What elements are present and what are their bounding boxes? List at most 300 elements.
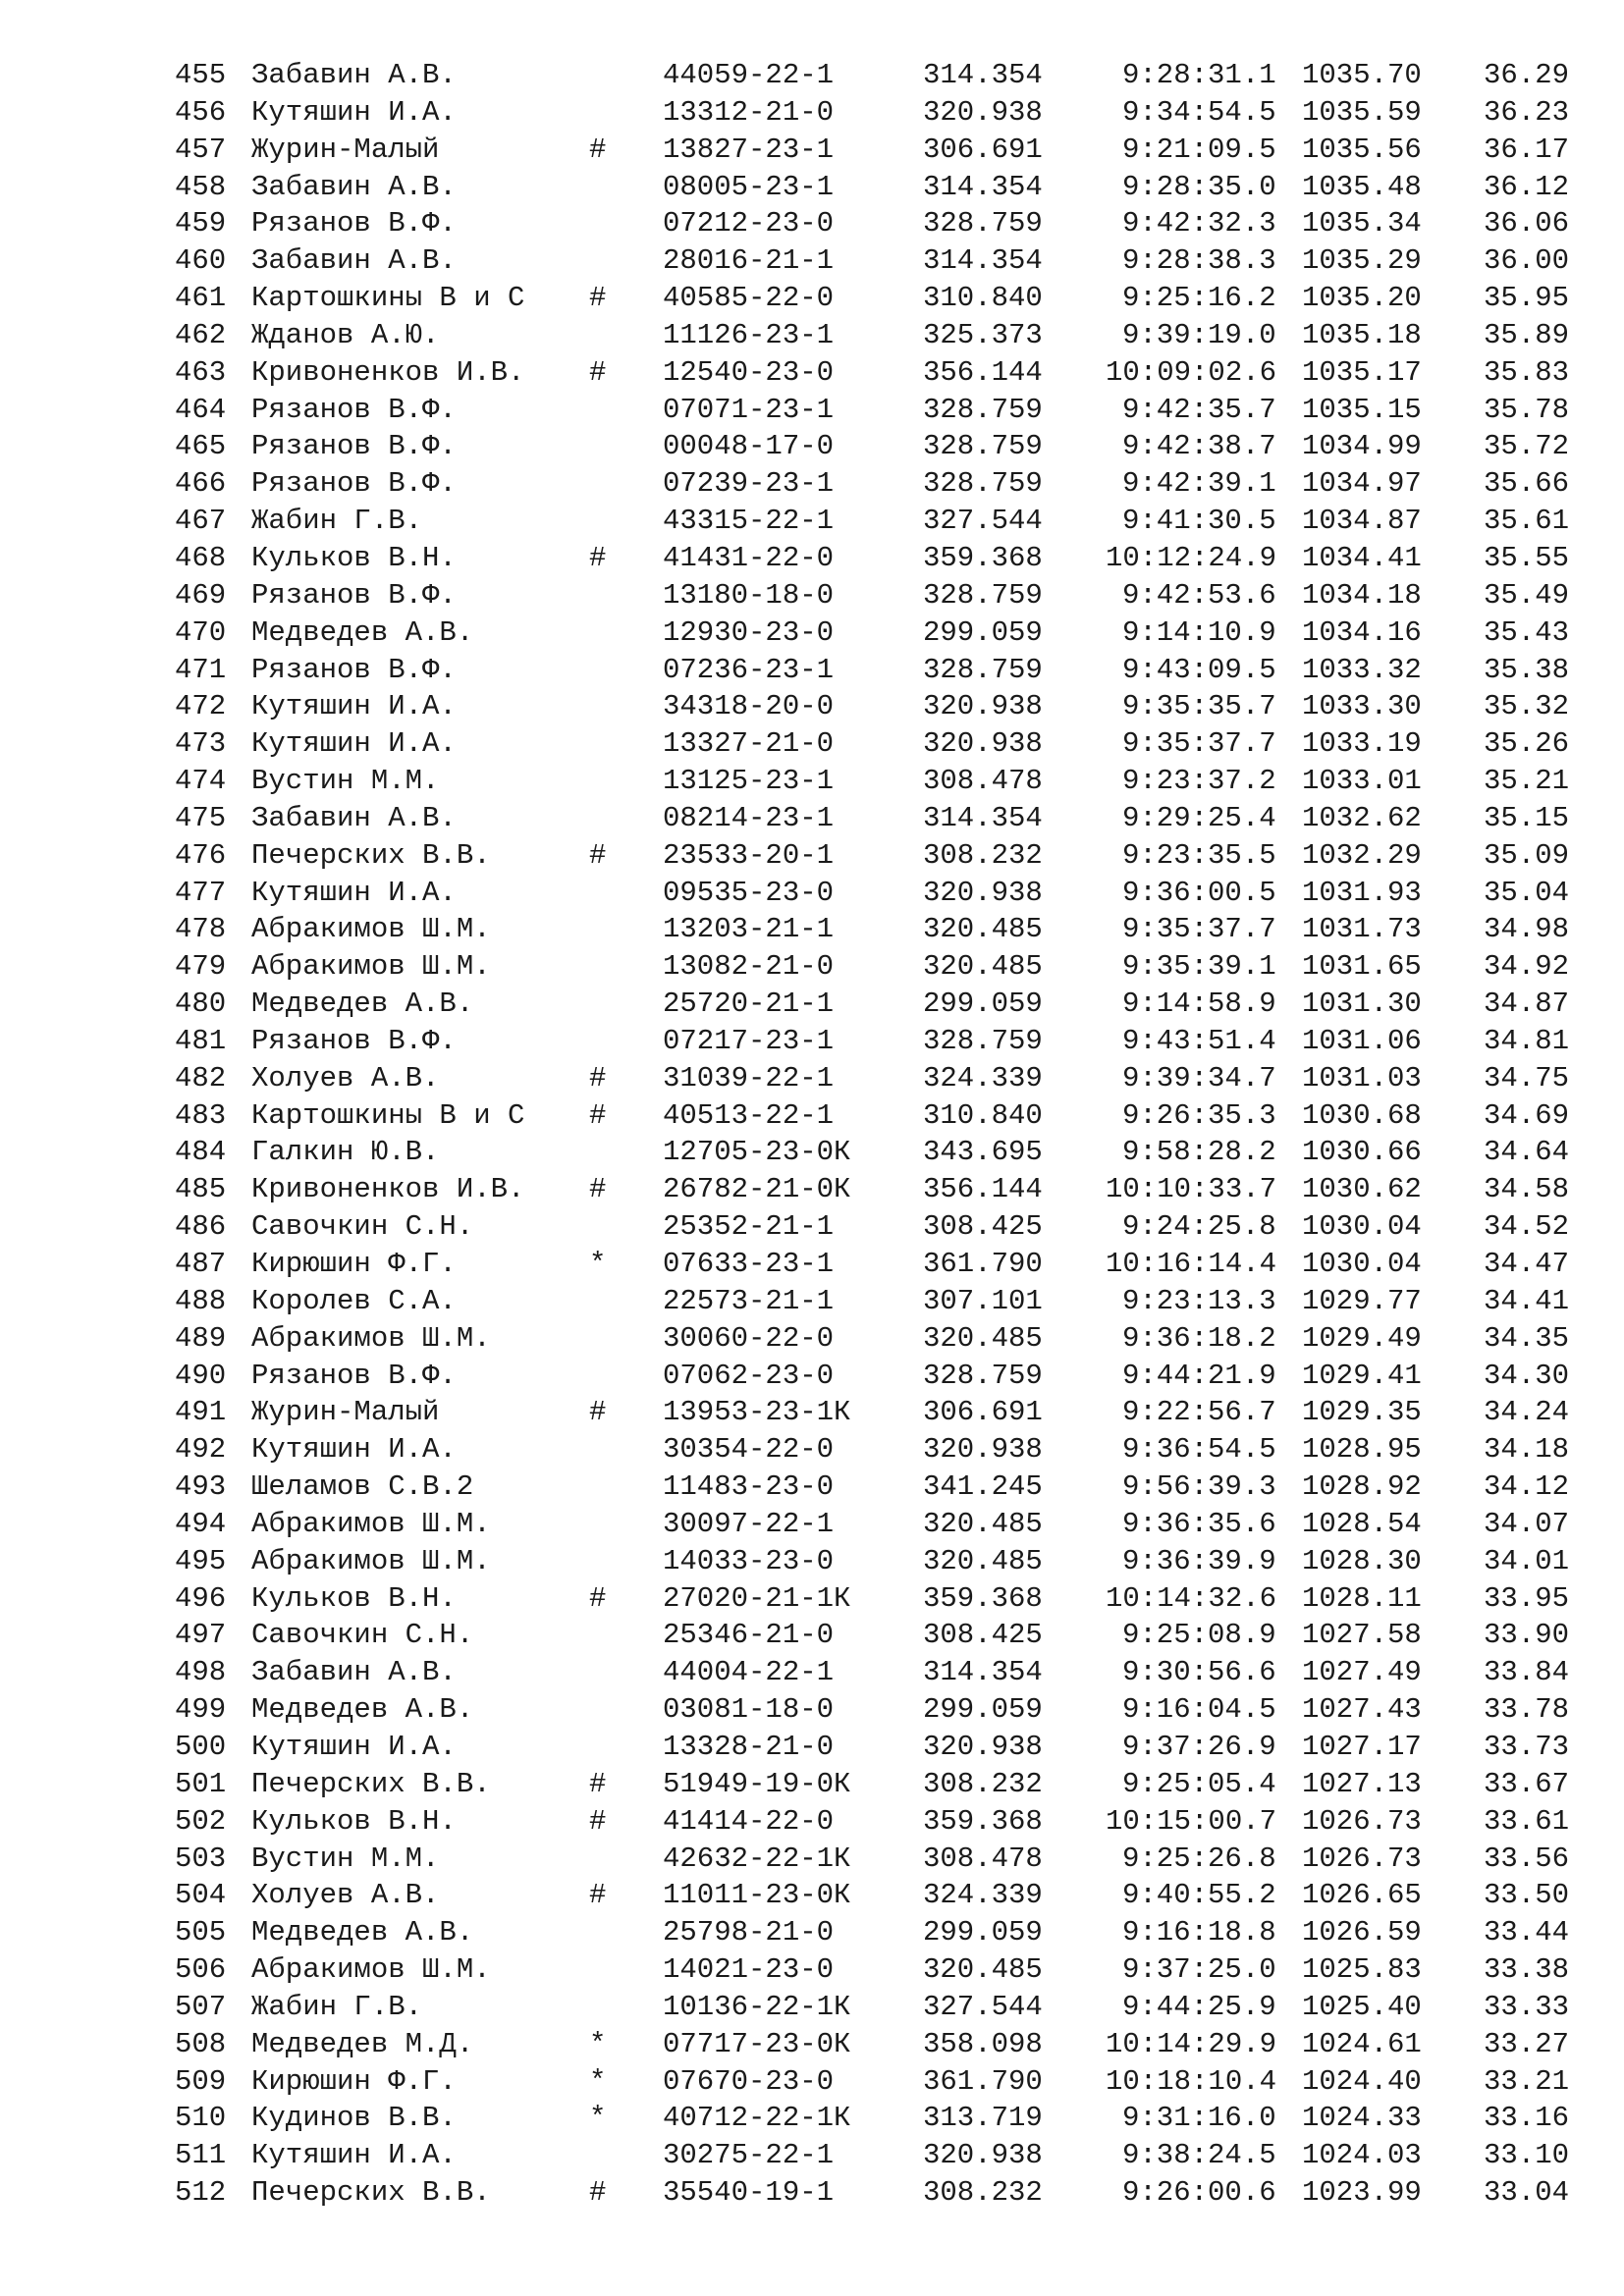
fancier-name-cell: Кудинов В.В. <box>251 2102 457 2135</box>
speed-cell: 1031.65 <box>1302 950 1422 984</box>
distance-cell: 308.425 <box>923 1210 1043 1244</box>
arrival-time-cell: 10:14:32.6 <box>1106 1581 1277 1615</box>
arrival-time-cell: 9:42:39.1 <box>1122 467 1276 501</box>
fancier-name-cell: Абракимов Ш.М. <box>251 1321 491 1355</box>
distance-cell: 320.938 <box>923 1730 1043 1763</box>
distance-cell: 308.232 <box>923 838 1043 872</box>
ring-number-cell: 07071-23-1 <box>663 393 835 426</box>
arrival-time-cell: 9:36:54.5 <box>1122 1433 1276 1467</box>
score-cell: 34.12 <box>1484 1470 1570 1504</box>
score-cell: 34.01 <box>1484 1544 1570 1577</box>
rank-cell: 483 <box>175 1098 227 1132</box>
ring-number-cell: 40585-22-0 <box>663 282 835 315</box>
ring-number-cell: 10136-22-1К <box>663 1990 851 2023</box>
speed-cell: 1034.99 <box>1302 430 1422 463</box>
speed-cell: 1028.11 <box>1302 1581 1422 1615</box>
ring-number-cell: 40712-22-1К <box>663 2102 851 2135</box>
fancier-name-cell: Рязанов В.Ф. <box>251 207 457 240</box>
fancier-name-cell: Картошкины В и С <box>251 1098 525 1132</box>
mark-cell: # <box>589 838 607 872</box>
rank-cell: 492 <box>175 1433 227 1467</box>
arrival-time-cell: 9:35:39.1 <box>1122 950 1276 984</box>
rank-cell: 502 <box>175 1804 227 1838</box>
ring-number-cell: 13180-18-0 <box>663 578 835 612</box>
speed-cell: 1025.40 <box>1302 1990 1422 2023</box>
score-cell: 34.07 <box>1484 1507 1570 1540</box>
speed-cell: 1028.30 <box>1302 1544 1422 1577</box>
score-cell: 34.81 <box>1484 1024 1570 1057</box>
speed-cell: 1027.58 <box>1302 1619 1422 1652</box>
speed-cell: 1031.73 <box>1302 913 1422 946</box>
fancier-name-cell: Кутяшин И.А. <box>251 2139 457 2172</box>
speed-cell: 1031.03 <box>1302 1061 1422 1095</box>
arrival-time-cell: 9:58:28.2 <box>1122 1136 1276 1169</box>
arrival-time-cell: 9:44:25.9 <box>1122 1990 1276 2023</box>
ring-number-cell: 28016-21-1 <box>663 244 835 278</box>
speed-cell: 1035.18 <box>1302 318 1422 351</box>
speed-cell: 1034.87 <box>1302 505 1422 538</box>
speed-cell: 1034.97 <box>1302 467 1422 501</box>
ring-number-cell: 13953-23-1К <box>663 1396 851 1429</box>
score-cell: 33.21 <box>1484 2064 1570 2098</box>
rank-cell: 465 <box>175 430 227 463</box>
score-cell: 33.67 <box>1484 1767 1570 1800</box>
speed-cell: 1026.73 <box>1302 1842 1422 1875</box>
arrival-time-cell: 9:23:35.5 <box>1122 838 1276 872</box>
arrival-time-cell: 9:25:08.9 <box>1122 1619 1276 1652</box>
mark-cell: # <box>589 541 607 574</box>
ring-number-cell: 40513-22-1 <box>663 1098 835 1132</box>
rank-cell: 455 <box>175 59 227 91</box>
mark-cell: # <box>589 2176 607 2210</box>
distance-cell: 299.059 <box>923 988 1043 1021</box>
fancier-name-cell: Галкин Ю.В. <box>251 1136 440 1169</box>
speed-cell: 1024.61 <box>1302 2027 1422 2060</box>
arrival-time-cell: 9:36:18.2 <box>1122 1321 1276 1355</box>
arrival-time-cell: 9:43:51.4 <box>1122 1024 1276 1057</box>
score-cell: 35.72 <box>1484 430 1570 463</box>
ring-number-cell: 14033-23-0 <box>663 1544 835 1577</box>
arrival-time-cell: 9:21:09.5 <box>1122 133 1276 166</box>
score-cell: 34.69 <box>1484 1098 1570 1132</box>
rank-cell: 481 <box>175 1024 227 1057</box>
fancier-name-cell: Рязанов В.Ф. <box>251 393 457 426</box>
distance-cell: 359.368 <box>923 1581 1043 1615</box>
distance-cell: 314.354 <box>923 59 1043 91</box>
score-cell: 34.47 <box>1484 1248 1570 1280</box>
speed-cell: 1023.99 <box>1302 2176 1422 2210</box>
rank-cell: 499 <box>175 1693 227 1727</box>
rank-cell: 480 <box>175 988 227 1021</box>
rank-cell: 471 <box>175 653 227 686</box>
distance-cell: 328.759 <box>923 1024 1043 1057</box>
mark-cell: # <box>589 1396 607 1429</box>
arrival-time-cell: 9:39:19.0 <box>1122 318 1276 351</box>
mark-cell: # <box>589 1767 607 1800</box>
fancier-name-cell: Абракимов Ш.М. <box>251 1953 491 1987</box>
arrival-time-cell: 9:23:13.3 <box>1122 1284 1276 1317</box>
speed-cell: 1030.68 <box>1302 1098 1422 1132</box>
mark-cell: # <box>589 282 607 315</box>
distance-cell: 320.485 <box>923 950 1043 984</box>
arrival-time-cell: 9:28:31.1 <box>1122 59 1276 91</box>
ring-number-cell: 03081-18-0 <box>663 1693 835 1727</box>
ring-number-cell: 30060-22-0 <box>663 1321 835 1355</box>
rank-cell: 457 <box>175 133 227 166</box>
distance-cell: 308.232 <box>923 1767 1043 1800</box>
distance-cell: 320.938 <box>923 727 1043 761</box>
speed-cell: 1030.04 <box>1302 1210 1422 1244</box>
fancier-name-cell: Печерских В.В. <box>251 1767 491 1800</box>
speed-cell: 1029.35 <box>1302 1396 1422 1429</box>
fancier-name-cell: Рязанов В.Ф. <box>251 467 457 501</box>
fancier-name-cell: Печерских В.В. <box>251 838 491 872</box>
ring-number-cell: 07717-23-0К <box>663 2027 851 2060</box>
speed-cell: 1034.18 <box>1302 578 1422 612</box>
distance-cell: 359.368 <box>923 541 1043 574</box>
arrival-time-cell: 9:38:24.5 <box>1122 2139 1276 2172</box>
fancier-name-cell: Кирюшин Ф.Г. <box>251 1248 457 1280</box>
score-cell: 35.61 <box>1484 505 1570 538</box>
fancier-name-cell: Кирюшин Ф.Г. <box>251 2064 457 2098</box>
fancier-name-cell: Абракимов Ш.М. <box>251 1544 491 1577</box>
score-cell: 35.78 <box>1484 393 1570 426</box>
mark-cell: * <box>589 2064 607 2098</box>
distance-cell: 310.840 <box>923 282 1043 315</box>
fancier-name-cell: Забавин А.В. <box>251 1656 457 1689</box>
fancier-name-cell: Медведев А.В. <box>251 615 474 649</box>
distance-cell: 328.759 <box>923 467 1043 501</box>
ring-number-cell: 13312-21-0 <box>663 95 835 129</box>
rank-cell: 466 <box>175 467 227 501</box>
score-cell: 33.10 <box>1484 2139 1570 2172</box>
rank-cell: 482 <box>175 1061 227 1095</box>
fancier-name-cell: Абракимов Ш.М. <box>251 950 491 984</box>
ring-number-cell: 12930-23-0 <box>663 615 835 649</box>
score-cell: 34.92 <box>1484 950 1570 984</box>
rank-cell: 470 <box>175 615 227 649</box>
distance-cell: 299.059 <box>923 1693 1043 1727</box>
arrival-time-cell: 9:37:26.9 <box>1122 1730 1276 1763</box>
rank-cell: 509 <box>175 2064 227 2098</box>
ring-number-cell: 14021-23-0 <box>663 1953 835 1987</box>
ring-number-cell: 30354-22-0 <box>663 1433 835 1467</box>
score-cell: 35.26 <box>1484 727 1570 761</box>
ring-number-cell: 11011-23-0К <box>663 1879 851 1912</box>
score-cell: 35.49 <box>1484 578 1570 612</box>
ring-number-cell: 25346-21-0 <box>663 1619 835 1652</box>
rank-cell: 487 <box>175 1248 227 1280</box>
mark-cell: * <box>589 1248 607 1280</box>
speed-cell: 1035.70 <box>1302 59 1422 91</box>
distance-cell: 324.339 <box>923 1061 1043 1095</box>
fancier-name-cell: Рязанов В.Ф. <box>251 1024 457 1057</box>
arrival-time-cell: 9:42:32.3 <box>1122 207 1276 240</box>
rank-cell: 501 <box>175 1767 227 1800</box>
score-cell: 36.23 <box>1484 95 1570 129</box>
fancier-name-cell: Забавин А.В. <box>251 59 457 91</box>
score-cell: 33.73 <box>1484 1730 1570 1763</box>
fancier-name-cell: Савочкин С.Н. <box>251 1619 474 1652</box>
distance-cell: 320.938 <box>923 1433 1043 1467</box>
rank-cell: 486 <box>175 1210 227 1244</box>
ring-number-cell: 13327-21-0 <box>663 727 835 761</box>
rank-cell: 475 <box>175 801 227 834</box>
fancier-name-cell: Шеламов С.В.2 <box>251 1470 474 1504</box>
rank-cell: 462 <box>175 318 227 351</box>
speed-cell: 1035.56 <box>1302 133 1422 166</box>
score-cell: 35.95 <box>1484 282 1570 315</box>
arrival-time-cell: 9:22:56.7 <box>1122 1396 1276 1429</box>
rank-cell: 459 <box>175 207 227 240</box>
speed-cell: 1030.66 <box>1302 1136 1422 1169</box>
rank-cell: 488 <box>175 1284 227 1317</box>
speed-cell: 1028.54 <box>1302 1507 1422 1540</box>
score-cell: 33.44 <box>1484 1916 1570 1949</box>
fancier-name-cell: Забавин А.В. <box>251 801 457 834</box>
rank-cell: 511 <box>175 2139 227 2172</box>
distance-cell: 328.759 <box>923 393 1043 426</box>
rank-cell: 503 <box>175 1842 227 1875</box>
arrival-time-cell: 9:42:53.6 <box>1122 578 1276 612</box>
arrival-time-cell: 9:34:54.5 <box>1122 95 1276 129</box>
ring-number-cell: 25798-21-0 <box>663 1916 835 1949</box>
score-cell: 34.18 <box>1484 1433 1570 1467</box>
fancier-name-cell: Рязанов В.Ф. <box>251 578 457 612</box>
mark-cell: # <box>589 1098 607 1132</box>
ring-number-cell: 34318-20-0 <box>663 690 835 723</box>
ring-number-cell: 07062-23-0 <box>663 1359 835 1392</box>
arrival-time-cell: 10:14:29.9 <box>1106 2027 1277 2060</box>
rank-cell: 478 <box>175 913 227 946</box>
score-cell: 34.98 <box>1484 913 1570 946</box>
ring-number-cell: 31039-22-1 <box>663 1061 835 1095</box>
score-cell: 33.27 <box>1484 2027 1570 2060</box>
arrival-time-cell: 9:29:25.4 <box>1122 801 1276 834</box>
fancier-name-cell: Вустин М.М. <box>251 1842 440 1875</box>
arrival-time-cell: 9:25:05.4 <box>1122 1767 1276 1800</box>
rank-cell: 498 <box>175 1656 227 1689</box>
distance-cell: 361.790 <box>923 2064 1043 2098</box>
ring-number-cell: 11126-23-1 <box>663 318 835 351</box>
distance-cell: 324.339 <box>923 1879 1043 1912</box>
fancier-name-cell: Забавин А.В. <box>251 244 457 278</box>
mark-cell: # <box>589 1173 607 1206</box>
score-cell: 34.64 <box>1484 1136 1570 1169</box>
fancier-name-cell: Рязанов В.Ф. <box>251 1359 457 1392</box>
speed-cell: 1026.65 <box>1302 1879 1422 1912</box>
score-cell: 34.87 <box>1484 988 1570 1021</box>
rank-cell: 472 <box>175 690 227 723</box>
rank-cell: 456 <box>175 95 227 129</box>
rank-cell: 474 <box>175 765 227 798</box>
arrival-time-cell: 9:36:39.9 <box>1122 1544 1276 1577</box>
speed-cell: 1035.29 <box>1302 244 1422 278</box>
distance-cell: 327.544 <box>923 505 1043 538</box>
arrival-time-cell: 9:16:18.8 <box>1122 1916 1276 1949</box>
speed-cell: 1027.49 <box>1302 1656 1422 1689</box>
rank-cell: 508 <box>175 2027 227 2060</box>
arrival-time-cell: 9:35:37.7 <box>1122 913 1276 946</box>
fancier-name-cell: Савочкин С.Н. <box>251 1210 474 1244</box>
arrival-time-cell: 9:23:37.2 <box>1122 765 1276 798</box>
fancier-name-cell: Жабин Г.В. <box>251 505 423 538</box>
speed-cell: 1027.13 <box>1302 1767 1422 1800</box>
distance-cell: 320.938 <box>923 2139 1043 2172</box>
speed-cell: 1026.59 <box>1302 1916 1422 1949</box>
speed-cell: 1031.06 <box>1302 1024 1422 1057</box>
rank-cell: 493 <box>175 1470 227 1504</box>
fancier-name-cell: Картошкины В и С <box>251 282 525 315</box>
fancier-name-cell: Вустин М.М. <box>251 765 440 798</box>
distance-cell: 308.478 <box>923 765 1043 798</box>
arrival-time-cell: 9:39:34.7 <box>1122 1061 1276 1095</box>
arrival-time-cell: 9:28:35.0 <box>1122 170 1276 203</box>
rank-cell: 467 <box>175 505 227 538</box>
score-cell: 36.17 <box>1484 133 1570 166</box>
mark-cell: # <box>589 355 607 389</box>
mark-cell: # <box>589 1804 607 1838</box>
score-cell: 34.35 <box>1484 1321 1570 1355</box>
score-cell: 33.90 <box>1484 1619 1570 1652</box>
distance-cell: 328.759 <box>923 430 1043 463</box>
score-cell: 34.75 <box>1484 1061 1570 1095</box>
ring-number-cell: 51949-19-0К <box>663 1767 851 1800</box>
ring-number-cell: 25352-21-1 <box>663 1210 835 1244</box>
mark-cell: * <box>589 2102 607 2135</box>
rank-cell: 464 <box>175 393 227 426</box>
speed-cell: 1035.59 <box>1302 95 1422 129</box>
fancier-name-cell: Жданов А.Ю. <box>251 318 440 351</box>
arrival-time-cell: 10:09:02.6 <box>1106 355 1277 389</box>
speed-cell: 1024.33 <box>1302 2102 1422 2135</box>
ring-number-cell: 07212-23-0 <box>663 207 835 240</box>
arrival-time-cell: 9:26:35.3 <box>1122 1098 1276 1132</box>
ring-number-cell: 30097-22-1 <box>663 1507 835 1540</box>
ring-number-cell: 07217-23-1 <box>663 1024 835 1057</box>
rank-cell: 512 <box>175 2176 227 2210</box>
rank-cell: 458 <box>175 170 227 203</box>
score-cell: 35.83 <box>1484 355 1570 389</box>
score-cell: 35.15 <box>1484 801 1570 834</box>
speed-cell: 1035.17 <box>1302 355 1422 389</box>
ring-number-cell: 44004-22-1 <box>663 1656 835 1689</box>
fancier-name-cell: Холуев А.В. <box>251 1061 440 1095</box>
score-cell: 33.78 <box>1484 1693 1570 1727</box>
speed-cell: 1027.43 <box>1302 1693 1422 1727</box>
distance-cell: 320.485 <box>923 913 1043 946</box>
distance-cell: 328.759 <box>923 1359 1043 1392</box>
arrival-time-cell: 9:14:10.9 <box>1122 615 1276 649</box>
mark-cell: # <box>589 1061 607 1095</box>
ring-number-cell: 44059-22-1 <box>663 59 835 91</box>
score-cell: 34.58 <box>1484 1173 1570 1206</box>
speed-cell: 1034.16 <box>1302 615 1422 649</box>
mark-cell: # <box>589 133 607 166</box>
speed-cell: 1024.03 <box>1302 2139 1422 2172</box>
score-cell: 35.04 <box>1484 876 1570 909</box>
rank-cell: 468 <box>175 541 227 574</box>
distance-cell: 358.098 <box>923 2027 1043 2060</box>
speed-cell: 1033.30 <box>1302 690 1422 723</box>
rank-cell: 500 <box>175 1730 227 1763</box>
arrival-time-cell: 9:42:38.7 <box>1122 430 1276 463</box>
arrival-time-cell: 9:26:00.6 <box>1122 2176 1276 2210</box>
distance-cell: 356.144 <box>923 1173 1043 1206</box>
arrival-time-cell: 9:35:35.7 <box>1122 690 1276 723</box>
speed-cell: 1029.77 <box>1302 1284 1422 1317</box>
arrival-time-cell: 10:12:24.9 <box>1106 541 1277 574</box>
distance-cell: 320.938 <box>923 95 1043 129</box>
speed-cell: 1035.15 <box>1302 393 1422 426</box>
distance-cell: 320.938 <box>923 690 1043 723</box>
score-cell: 35.38 <box>1484 653 1570 686</box>
arrival-time-cell: 10:15:00.7 <box>1106 1804 1277 1838</box>
fancier-name-cell: Медведев М.Д. <box>251 2027 474 2060</box>
fancier-name-cell: Кривоненков И.В. <box>251 1173 525 1206</box>
arrival-time-cell: 9:37:25.0 <box>1122 1953 1276 1987</box>
score-cell: 33.33 <box>1484 1990 1570 2023</box>
fancier-name-cell: Холуев А.В. <box>251 1879 440 1912</box>
distance-cell: 356.144 <box>923 355 1043 389</box>
ring-number-cell: 23533-20-1 <box>663 838 835 872</box>
fancier-name-cell: Кутяшин И.А. <box>251 1433 457 1467</box>
fancier-name-cell: Кутяшин И.А. <box>251 95 457 129</box>
fancier-name-cell: Медведев А.В. <box>251 988 474 1021</box>
mark-cell: # <box>589 1581 607 1615</box>
distance-cell: 314.354 <box>923 801 1043 834</box>
score-cell: 34.52 <box>1484 1210 1570 1244</box>
distance-cell: 308.232 <box>923 2176 1043 2210</box>
score-cell: 35.09 <box>1484 838 1570 872</box>
fancier-name-cell: Печерских В.В. <box>251 2176 491 2210</box>
arrival-time-cell: 9:41:30.5 <box>1122 505 1276 538</box>
speed-cell: 1032.62 <box>1302 801 1422 834</box>
ring-number-cell: 27020-21-1К <box>663 1581 851 1615</box>
arrival-time-cell: 9:28:38.3 <box>1122 244 1276 278</box>
mark-cell: # <box>589 1879 607 1912</box>
fancier-name-cell: Рязанов В.Ф. <box>251 653 457 686</box>
rank-cell: 510 <box>175 2102 227 2135</box>
rank-cell: 476 <box>175 838 227 872</box>
fancier-name-cell: Рязанов В.Ф. <box>251 430 457 463</box>
distance-cell: 343.695 <box>923 1136 1043 1169</box>
fancier-name-cell: Кульков В.Н. <box>251 541 457 574</box>
distance-cell: 328.759 <box>923 578 1043 612</box>
ring-number-cell: 41414-22-0 <box>663 1804 835 1838</box>
fancier-name-cell: Забавин А.В. <box>251 170 457 203</box>
rank-cell: 473 <box>175 727 227 761</box>
distance-cell: 306.691 <box>923 1396 1043 1429</box>
speed-cell: 1028.92 <box>1302 1470 1422 1504</box>
distance-cell: 314.354 <box>923 244 1043 278</box>
distance-cell: 327.544 <box>923 1990 1043 2023</box>
ring-number-cell: 41431-22-0 <box>663 541 835 574</box>
fancier-name-cell: Кутяшин И.А. <box>251 876 457 909</box>
score-cell: 33.16 <box>1484 2102 1570 2135</box>
speed-cell: 1024.40 <box>1302 2064 1422 2098</box>
score-cell: 34.30 <box>1484 1359 1570 1392</box>
arrival-time-cell: 9:42:35.7 <box>1122 393 1276 426</box>
fancier-name-cell: Медведев А.В. <box>251 1916 474 1949</box>
rank-cell: 469 <box>175 578 227 612</box>
rank-cell: 461 <box>175 282 227 315</box>
speed-cell: 1029.41 <box>1302 1359 1422 1392</box>
ring-number-cell: 43315-22-1 <box>663 505 835 538</box>
ring-number-cell: 13082-21-0 <box>663 950 835 984</box>
ring-number-cell: 13328-21-0 <box>663 1730 835 1763</box>
distance-cell: 325.373 <box>923 318 1043 351</box>
